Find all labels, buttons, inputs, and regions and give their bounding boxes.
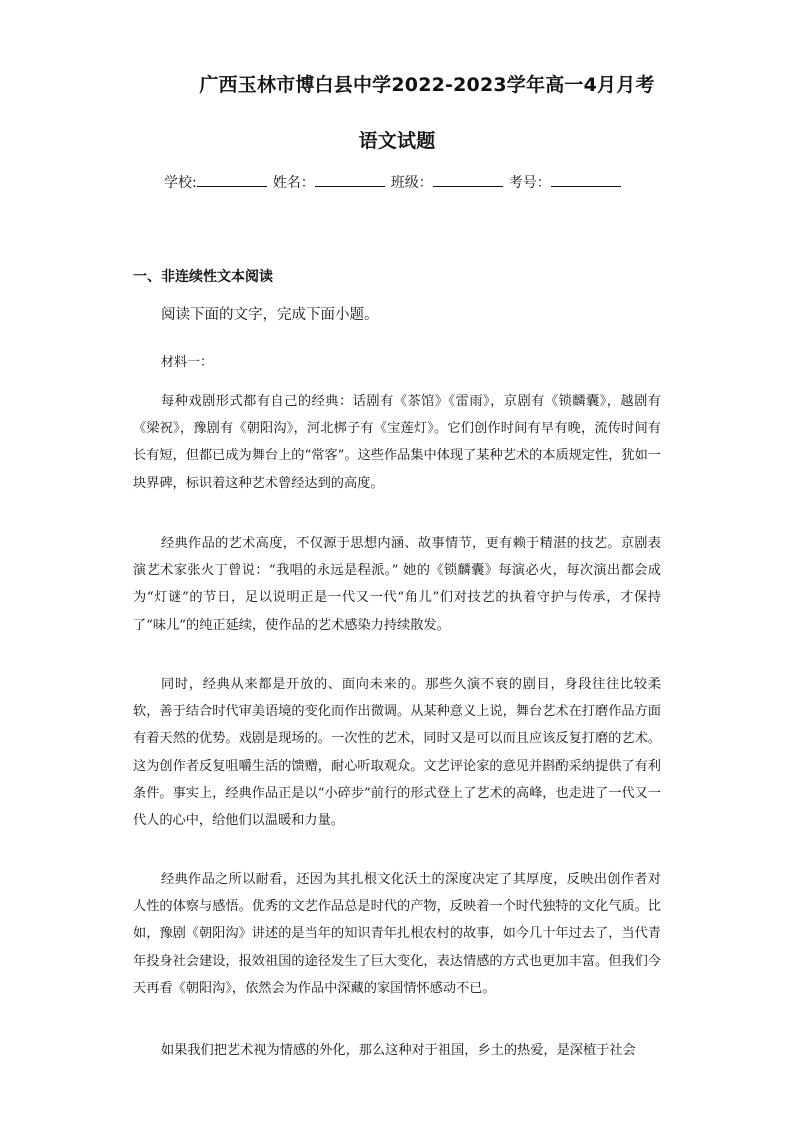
section-heading: 一、非连续性文本阅读 xyxy=(133,269,273,285)
paragraph-1: 每种戏剧形式都有自己的经典：话剧有《茶馆》《雷雨》，京剧有《锁麟囊》，越剧有《梁祝》，豫剧有《朝阳沟》，河北梆子有《宝莲灯》。它们创作时间有早有晚，流传时间有长有短，但都已成为舞台上的“常客”。这些作品集中体现了某种艺术的本质规定性，犹如一块界碑，标识着这种艺术曾经达到的高度。 xyxy=(133,394,661,491)
school-blank xyxy=(197,172,267,187)
name-blank xyxy=(315,172,385,187)
paragraph-2: 经典作品的艺术高度，不仅源于思想内涵、故事情节，更有赖于精湛的技艺。京剧表演艺术家张火丁曾说：“我唱的永远是程派。” 她的《锁麟囊》每演必火，每次演出都会成为“灯谜”的节日，足以说明正是一代又一代“角儿”们对技艺的执着守护与传承，才保持了“味儿”的纯正延续，使作品的艺术感染力持续散发。 xyxy=(133,536,661,633)
paragraph-3: 同时，经典从来都是开放的、面向未来的。那些久演不衰的剧目，身段往往比较柔软，善于结合时代审美语境的变化而作出微调。从某种意义上说，舞台艺术在打磨作品方面有着天然的优势。戏剧是现场的。一次性的艺术，同时又是可以而且应该反复打磨的艺术。这为创作者反复咀嚼生活的馈赠，耐心听取观众。文艺评论家的意见并斟酌采纳提供了有利条件。事实上，经典作品正是以“小碎步”前行的形式登上了艺术的高峰，也走进了一代又一代人的心中，给他们以温暖和力量。 xyxy=(133,677,661,829)
section-instruction: 阅读下面的文字，完成下面小题。 xyxy=(161,307,379,323)
exam-number-blank xyxy=(551,172,621,187)
class-blank xyxy=(433,172,503,187)
class-label: 班级： xyxy=(390,175,433,191)
exam-title: 广西玉林市博白县中学2022-2023学年高一4月月考 xyxy=(199,74,655,96)
paragraph-4: 经典作品之所以耐看，还因为其扎根文化沃土的深度决定了其厚度，反映出创作者对人性的体察与感悟。优秀的文艺作品总是时代的产物，反映着一个时代独特的文化气质。比如，豫剧《朝阳沟》讲述的是当年的知识青年扎根农村的故事，如今几十年过去了，当代青年投身社会建设，报效祖国的途径发生了巨大变化，表达情感的方式也更加丰富。但我们今天再看《朝阳沟》，依然会为作品中深藏的家国情怀感动不已。 xyxy=(133,872,661,996)
student-info-row xyxy=(164,172,627,192)
school-label: 学校: xyxy=(164,175,197,191)
exam-subtitle: 语文试题 xyxy=(358,130,436,152)
paragraph-5: 如果我们把艺术视为情感的外化，那么这种对于祖国，乡土的热爱，是深植于社会 xyxy=(161,1043,636,1058)
exam-number-label: 考号： xyxy=(508,175,551,191)
name-label: 姓名： xyxy=(272,175,315,191)
material-label: 材料一： xyxy=(161,355,214,370)
